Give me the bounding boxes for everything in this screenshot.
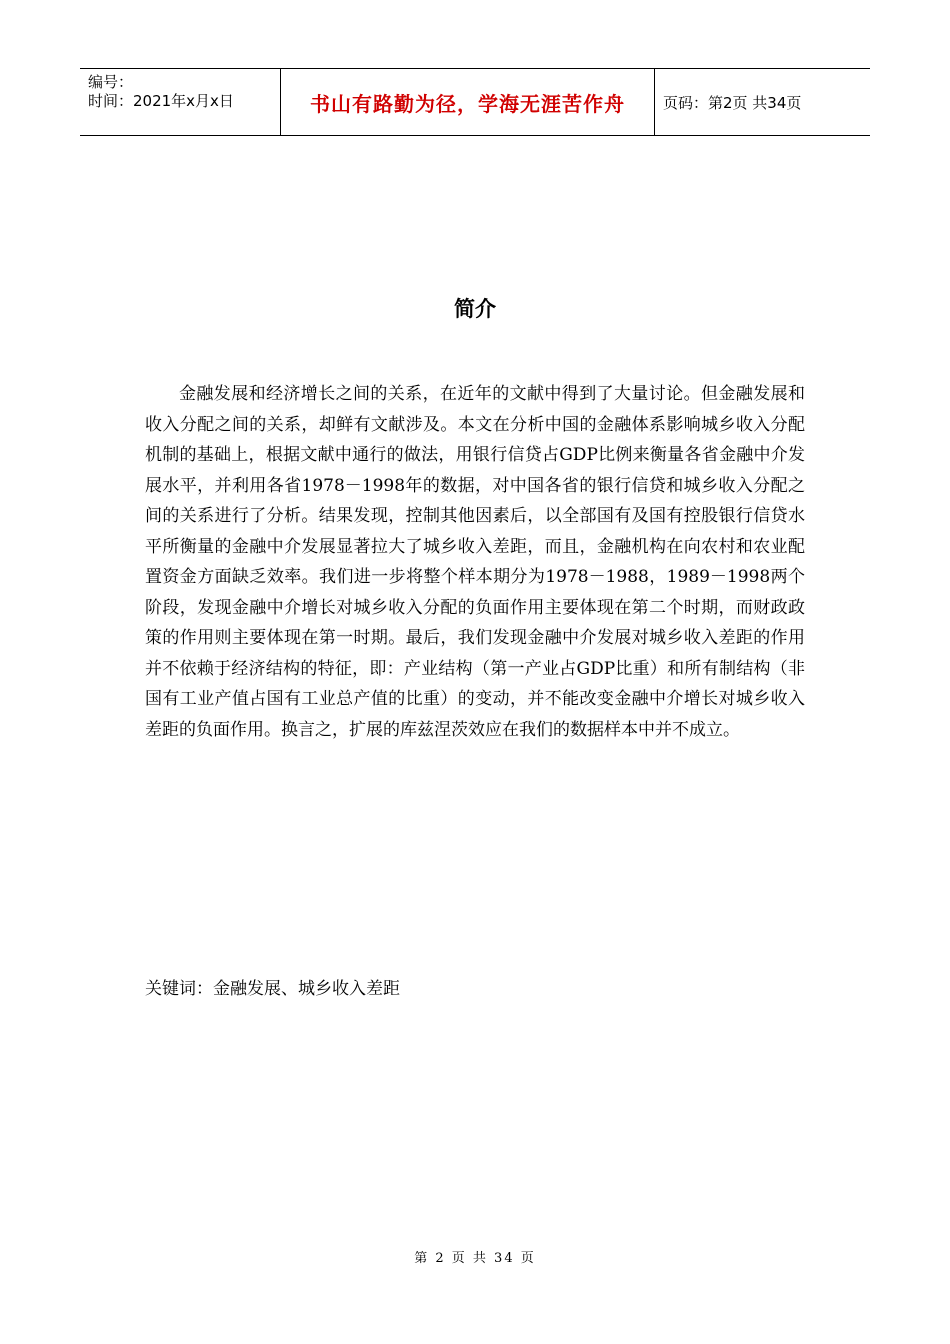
page-footer: 第 2 页 共 34 页 xyxy=(414,1251,536,1266)
header-motto: 书山有路勤为径，学海无涯苦作舟 xyxy=(281,69,655,135)
abstract-paragraph: 金融发展和经济增长之间的关系，在近年的文献中得到了大量讨论。但金融发展和收入分配之间的关系，却鲜有文献涉及。本文在分析中国的金融体系影响城乡收入分配机制的基础上，根据文献中通行的做法，用银行信贷占GDP比例来衡量各省金融中介发展水平，并利用各省1978－1998年的数据，对中国各省的银行信贷和城乡收入分配之间的关系进行了分析。结果发现，控制其他因素后，以全部国有及国有控股银行信贷水平所衡量的金融中介发展显著拉大了城乡收入差距，而且，金融机构在向农村和农业配置资金方面缺乏效率。我们进一步将整个样本期分为1978－1988，1989－1998两个阶段，发现金融中介增长对城乡收入分配的负面作用主要体现在第二个时期，而财政政策的作用则主要体现在第一时期。最后，我们发现金融中介发展对城乡收入差距的作用并不依赖于经济结构的特征，即：产业结构（第一产业占GDP比重）和所有制结构（非国有工业产值占国有工业总产值的比重）的变动，并不能改变金融中介增长对城乡收入差距的负面作用。换言之，扩展的库兹涅茨效应在我们的数据样本中并不成立。 xyxy=(145,384,805,740)
header-meta xyxy=(80,69,281,135)
document-date: 时间：2021年x月x日 xyxy=(88,92,234,110)
keywords-line: 关键词：金融发展、城乡收入差距 xyxy=(145,979,400,999)
page-title: 简介 xyxy=(454,297,496,321)
header-page-info: 页码：第2页 共34页 xyxy=(663,93,802,112)
document-header xyxy=(80,68,870,136)
document-number-label: 编号： xyxy=(88,73,134,91)
